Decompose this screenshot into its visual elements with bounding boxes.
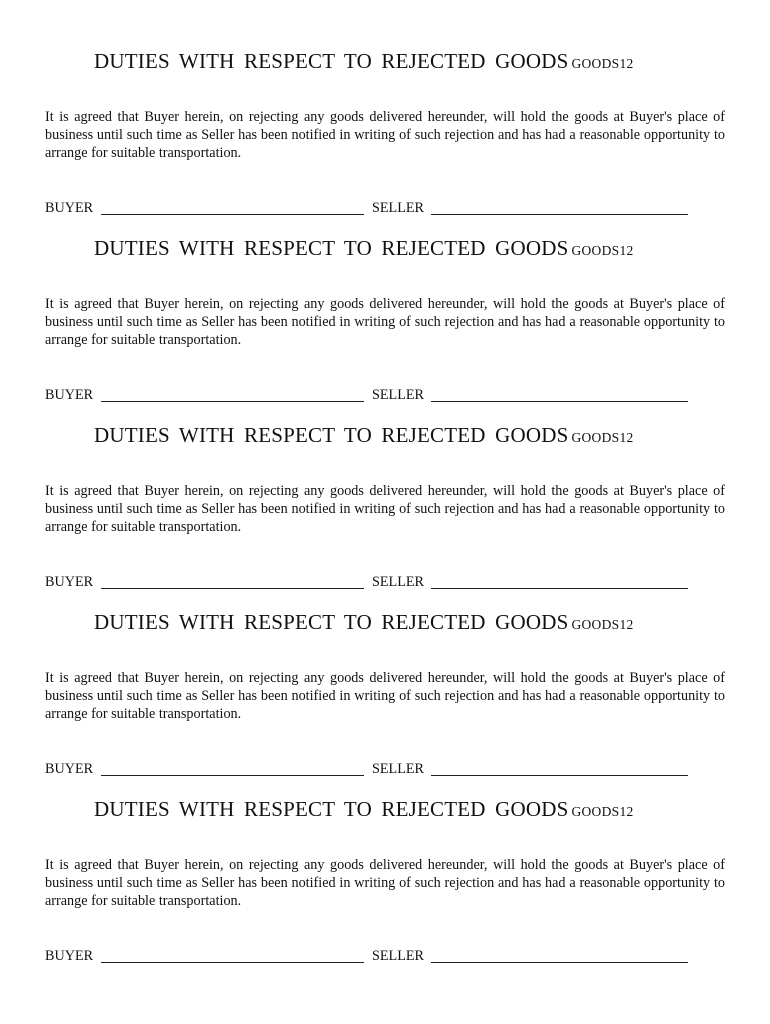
clause-heading [94, 49, 634, 76]
clause-body: It is agreed that Buyer herein, on rejecting any goods delivered hereunder, will hold the goods at Buyer's place of business until such time as Seller has been notified in writing of such rejection and has had a reasonable opportunity to arrange for suitable transportation. [45, 296, 725, 348]
buyer-label: BUYER [45, 574, 94, 590]
clause-heading [94, 423, 634, 450]
clause-block [0, 187, 770, 403]
seller-signature-line[interactable] [431, 962, 688, 963]
seller-label: SELLER [372, 574, 425, 590]
buyer-label: BUYER [45, 200, 94, 216]
clause-code: GOODS12 [571, 430, 634, 445]
clause-heading [94, 797, 634, 824]
clause-body: It is agreed that Buyer herein, on rejecting any goods delivered hereunder, will hold the goods at Buyer's place of business until such time as Seller has been notified in writing of such rejection and has had a reasonable opportunity to arrange for suitable transportation. [45, 483, 725, 535]
seller-label: SELLER [372, 387, 425, 403]
seller-label: SELLER [372, 761, 425, 777]
clause-block [0, 748, 770, 964]
seller-label: SELLER [372, 200, 425, 216]
clause-title: DUTIES WITH RESPECT TO REJECTED GOODS [94, 610, 569, 634]
clause-block [0, 374, 770, 590]
clause-title: DUTIES WITH RESPECT TO REJECTED GOODS [94, 797, 569, 821]
clause-body: It is agreed that Buyer herein, on rejecting any goods delivered hereunder, will hold the goods at Buyer's place of business until such time as Seller has been notified in writing of such rejection and has had a reasonable opportunity to arrange for suitable transportation. [45, 670, 725, 722]
clause-code: GOODS12 [571, 243, 634, 258]
buyer-label: BUYER [45, 948, 94, 964]
clause-title: DUTIES WITH RESPECT TO REJECTED GOODS [94, 49, 569, 73]
clause-heading [94, 236, 634, 263]
buyer-label: BUYER [45, 387, 94, 403]
clause-code: GOODS12 [571, 56, 634, 71]
clause-body: It is agreed that Buyer herein, on rejecting any goods delivered hereunder, will hold the goods at Buyer's place of business until such time as Seller has been notified in writing of such rejection and has had a reasonable opportunity to arrange for suitable transportation. [45, 857, 725, 909]
seller-label: SELLER [372, 948, 425, 964]
clause-code: GOODS12 [571, 617, 634, 632]
buyer-signature-line[interactable] [101, 962, 364, 963]
buyer-label: BUYER [45, 761, 94, 777]
clause-block [0, 561, 770, 777]
clause-block [0, 0, 770, 216]
clause-heading [94, 610, 634, 637]
signature-row [45, 947, 690, 967]
clause-title: DUTIES WITH RESPECT TO REJECTED GOODS [94, 423, 569, 447]
clause-title: DUTIES WITH RESPECT TO REJECTED GOODS [94, 236, 569, 260]
clause-body: It is agreed that Buyer herein, on rejecting any goods delivered hereunder, will hold the goods at Buyer's place of business until such time as Seller has been notified in writing of such rejection and has had a reasonable opportunity to arrange for suitable transportation. [45, 109, 725, 161]
clause-code: GOODS12 [571, 804, 634, 819]
